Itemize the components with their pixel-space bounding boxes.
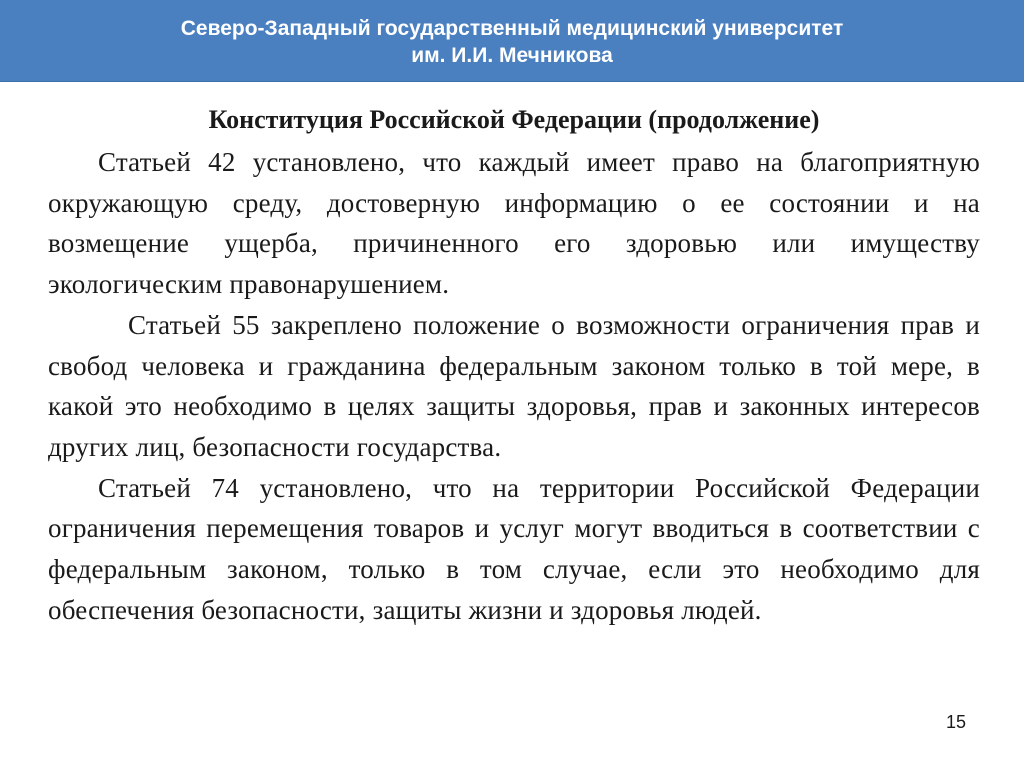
paragraph-article-74: Статьей 74 установлено, что на территории Российской Федерации ограничения перемещения товаров и услуг могут вводиться в соответствии с федеральным законом, только в том случае, если это необходимо для обеспечения безопасности, защиты жизни и здоровья людей. (48, 472, 980, 625)
paragraph-article-55: Статьей 55 закреплено положение о возможности ограничения прав и свобод человека и гражданина федеральным законом только в той мере, в какой это необходимо в целях защиты здоровья, прав и законных интересов других лиц, безопасности государства. (48, 309, 980, 462)
slide-content (48, 104, 980, 630)
slide-title: Конституция Российской Федерации (продолжение) (208, 105, 820, 134)
header-university-name: Северо-Западный государственный медицинский университет (180, 16, 844, 40)
paragraph-article-42: Статьей 42 установлено, что каждый имеет право на благоприятную окружающую среду, достоверную информацию о ее состоянии и на возмещение ущерба, причиненного его здоровью или имуществу экологическим правонарушением. (48, 147, 980, 300)
page-number: 15 (945, 712, 966, 732)
header-university-namesake: им. И.И. Мечникова (411, 43, 613, 67)
slide-header (0, 0, 1024, 82)
